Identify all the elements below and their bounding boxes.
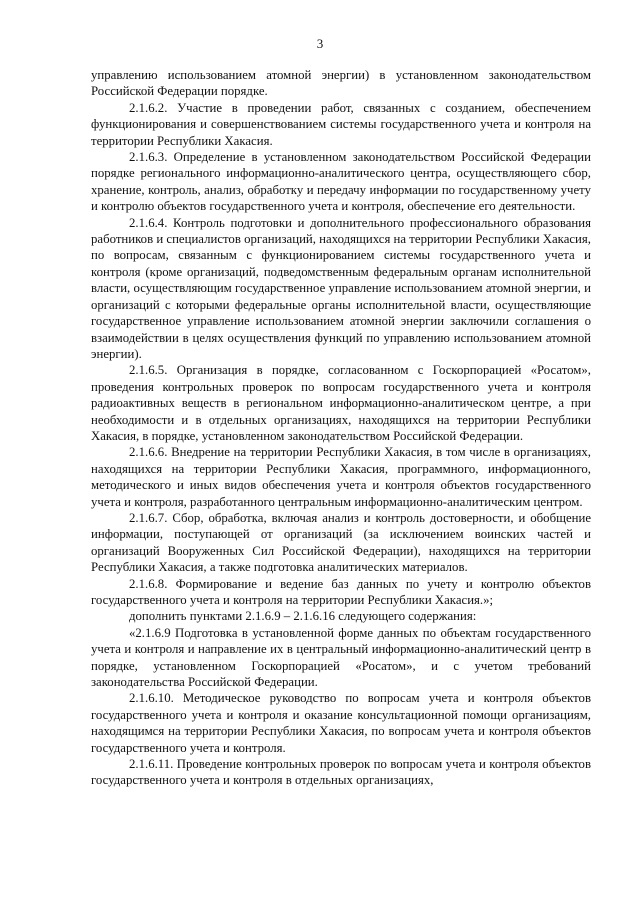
paragraph-2-1-6-9: «2.1.6.9 Подготовка в установленной форме данных по объектам государственного учета и контроля и направление их в центральный информационно-аналитический центр в порядке, установленном Госкорпорацией «Росатом», и с учетом требований законодательства Российской Федерации. [91, 625, 591, 690]
paragraph-continuation: управлению использованием атомной энергии) в установленном законодательством Российской Федерации порядке. [91, 68, 591, 99]
paragraph-2-1-6-3: 2.1.6.3. Определение в установленном законодательством Российской Федерации порядке регионального информационно-аналитического центра, осуществляющего сбор, хранение, контроль, анализ, обработку и передачу информации по государственному учету и контролю объектов государственного учета и контроля, обеспечение его деятельности. [91, 150, 591, 214]
paragraph-2-1-6-6: 2.1.6.6. Внедрение на территории Республики Хакасия, в том числе в организациях, находящихся на территории Республики Хакасия, программного, информационного, методического и иных видов обеспечения учета и контроля объектов государственного учета и контроля, разработанного центральным информационно-аналитическим центром. [91, 445, 591, 509]
paragraph-amendment-intro: дополнить пунктами 2.1.6.9 – 2.1.6.16 следующего содержания: [129, 609, 477, 624]
paragraph-2-1-6-5: 2.1.6.5. Организация в порядке, согласованном с Госкорпорацией «Росатом», проведения контрольных проверок по вопросам государственного учета и контроля радиоактивных веществ в региональном информационно-аналитическом центре, а при необходимости и в отдельных организациях, находящихся на территории Республики Хакасия, в порядке, установленном законодательством Российской Федерации. [91, 363, 591, 443]
paragraph-2-1-6-2: 2.1.6.2. Участие в проведении работ, связанных с созданием, обеспечением функционирования и совершенствованием системы государственного учета и контроля на территории Республики Хакасия. [91, 100, 591, 148]
paragraph-2-1-6-11: 2.1.6.11. Проведение контрольных проверок по вопросам учета и контроля объектов государственного учета и контроля в отдельных организациях, [91, 757, 591, 788]
paragraph-2-1-6-7: 2.1.6.7. Сбор, обработка, включая анализ и контроль достоверности, и обобщение информации, поступающей от организаций (за исключением воинских частей и организаций Вооруженных Сил Российской Федерации), находящихся на территории Республики Хакасия, а также подготовка аналитических материалов. [91, 510, 591, 575]
page-number: 3 [316, 36, 324, 51]
document-body [91, 67, 591, 789]
paragraph-2-1-6-4: 2.1.6.4. Контроль подготовки и дополнительного профессионального образования работников и специалистов организаций, находящихся на территории Республики Хакасия, по вопросам, связанным с функционированием системы государственного учета и контроля (кроме организаций, подведомственным федеральным органам исполнительной власти, осуществляющим государственное управление использованием атомной энергии, и организаций с которыми федеральные органы исполнительной власти, осуществляющие государственное управление использованием атомной энергии заключили соглашения о взаимодействии в целях осуществления функций по управлению использованием атомной энергии). [91, 215, 591, 361]
paragraph-2-1-6-8: 2.1.6.8. Формирование и ведение баз данных по учету и контролю объектов государственного учета и контроля на территории Республики Хакасия.»; [91, 576, 591, 607]
paragraph-2-1-6-10: 2.1.6.10. Методическое руководство по вопросам учета и контроля объектов государственного учета и контроля и оказание консультационной помощи организациям, находящимся на территории Республики Хакасия, по вопросам учета и контроля объектов государственного учета и контроля. [91, 691, 591, 755]
